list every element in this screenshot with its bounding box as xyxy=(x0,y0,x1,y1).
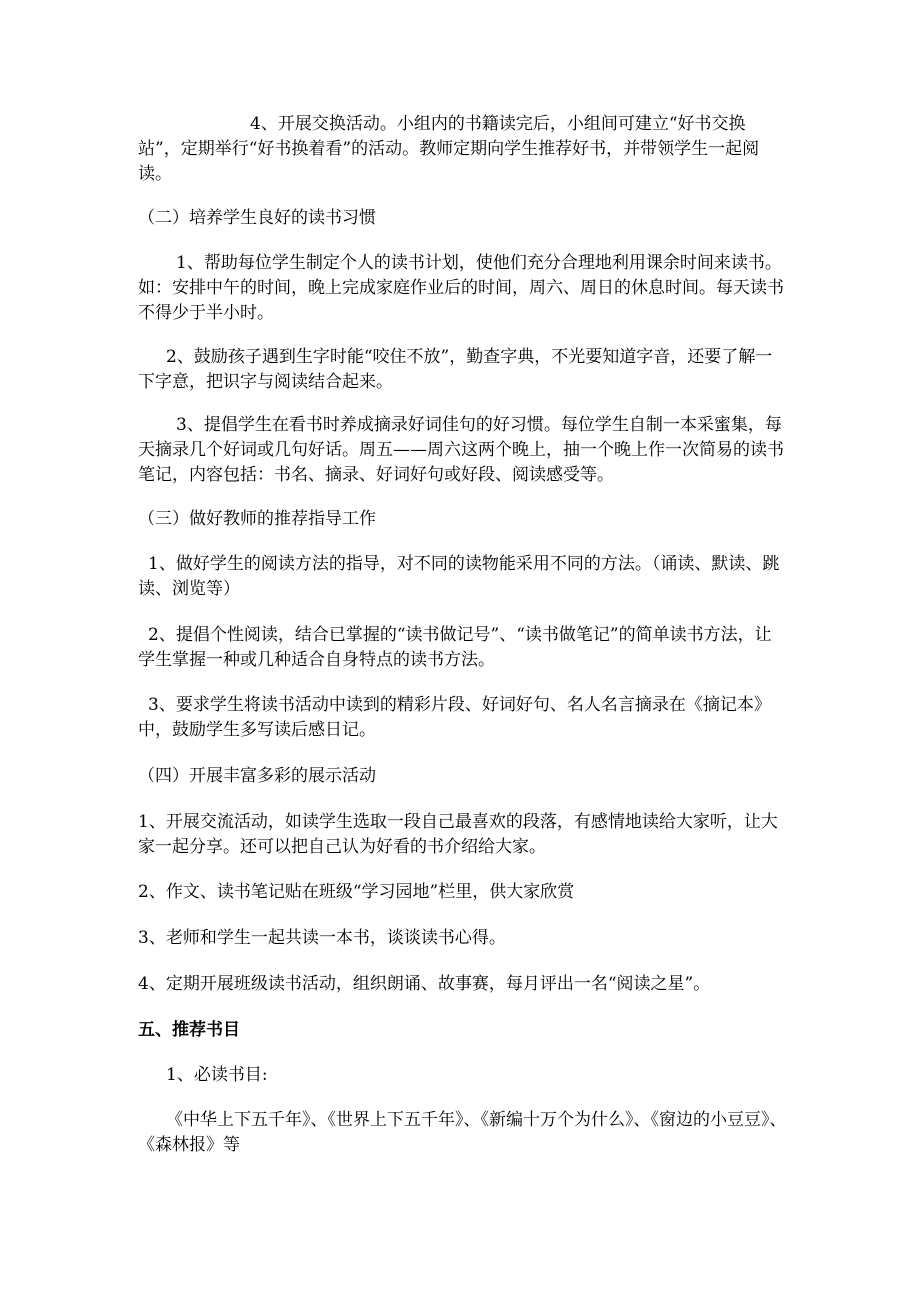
paragraph-excerpt-notebook: 3、要求学生将读书活动中读到的精彩片段、好词好句、名人名言摘录在《摘记本》中，鼓励学生多写读后感日记。 xyxy=(138,695,771,740)
paragraph-exchange-activity: 4、开展交换活动。小组内的书籍读完后，小组间可建立“好书交换站”，定期举行“好书换着看”的活动。教师定期向学生推荐好书，并带领学生一起阅读。 xyxy=(138,114,760,184)
paragraph-read-together: 3、老师和学生一起共读一本书，谈谈读书心得。 xyxy=(138,928,506,948)
paragraph-excerpt-habit: 3、提倡学生在看书时养成摘录好词佳句的好习惯。每位学生自制一本采蜜集，每天摘录几个好词或几句好话。周五——周六这两个晚上，抽一个晚上作一次简易的读书笔记，内容包括：书名、摘录、好词好句或好段、阅读感受等。 xyxy=(138,415,784,485)
paragraph-required-books-list: 《中华上下五千年》、《世界上下五千年》、《新编十万个为什么》、《窗边的小豆豆》、《森林报》等 xyxy=(138,1110,787,1155)
paragraph-reading-star: 4、定期开展班级读书活动，组织朗诵、故事赛，每月评出一名“阅读之星”。 xyxy=(138,974,711,994)
section-heading-showcase: （四）开展丰富多彩的展示活动 xyxy=(138,766,376,786)
paragraph-required-books-label: 1、必读书目: xyxy=(166,1065,268,1085)
paragraph-personal-reading: 2、提倡个性阅读，结合已掌握的“读书做记号”、“读书做笔记”的简单读书方法，让学生掌握一种或几种适合自身特点的读书方法。 xyxy=(138,625,772,670)
section-heading-reading-habits: （二）培养学生良好的读书习惯 xyxy=(138,208,376,228)
section-heading-book-list: 五、推荐书目 xyxy=(138,1020,240,1040)
paragraph-reading-plan: 1、帮助每位学生制定个人的读书计划，使他们充分合理地利用课余时间来读书。如：安排中午的时间，晚上完成家庭作业后的时间，周六、周日的休息时间。每天读书不得少于半小时。 xyxy=(138,253,784,323)
paragraph-exchange-share: 1、开展交流活动，如读学生选取一段自己最喜欢的段落，有感情地读给大家听，让大家一起分享。还可以把自己认为好看的书介绍给大家。 xyxy=(138,812,778,857)
section-heading-teacher-guidance: （三）做好教师的推荐指导工作 xyxy=(138,509,376,529)
paragraph-reading-methods: 1、做好学生的阅读方法的指导，对不同的读物能采用不同的方法。（诵读、默读、跳读、浏览等） xyxy=(138,554,780,599)
paragraph-new-characters: 2、鼓励孩子遇到生字时能“咬住不放”，勤查字典，不光要知道字音，还要了解一下字意，把识字与阅读结合起来。 xyxy=(138,347,773,392)
paragraph-study-garden: 2、作文、读书笔记贴在班级“学习园地”栏里，供大家欣赏 xyxy=(138,882,575,902)
